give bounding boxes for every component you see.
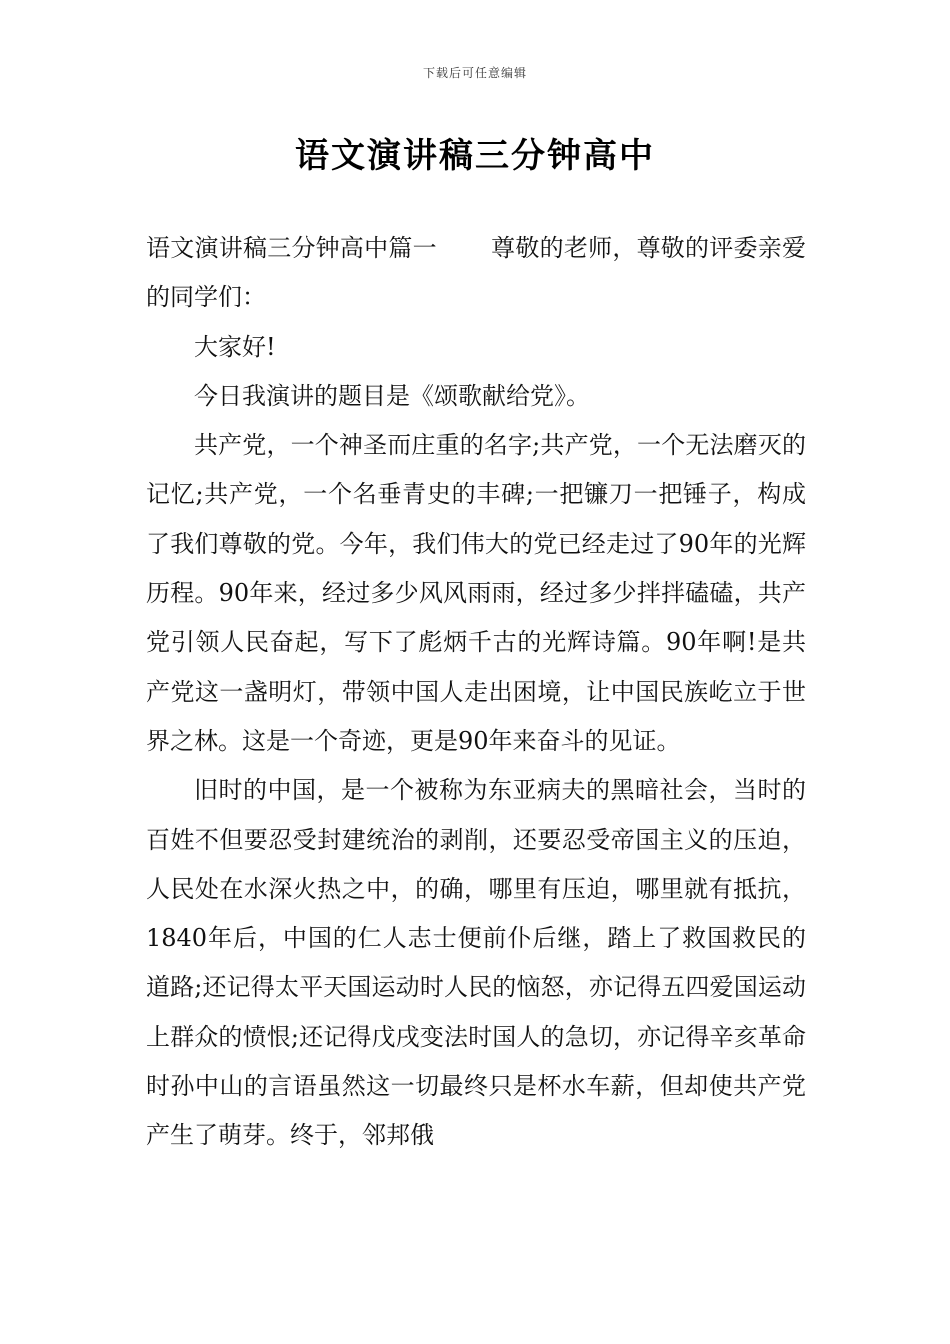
document-title: 语文演讲稿三分钟高中 [295, 136, 655, 176]
paragraph: 共产党，一个神圣而庄重的名字;共产党，一个无法磨灭的记忆;共产党，一个名垂青史的丰碑;一把镰刀一把锤子，构成了我们尊敬的党。今年，我们伟大的党已经走过了90年的光辉历程。90年来，经过多少风风雨雨，经过多少拌拌磕磕，共产党引领人民奋起，写下了彪炳千古的光辉诗篇。90年啊!是共产党这一盏明灯，带领中国人走出困境，让中国民族屹立于世界之林。这是一个奇迹，更是90年来奋斗的见证。 [146, 431, 806, 755]
document-body [146, 224, 806, 1161]
paragraph: 旧时的中国，是一个被称为东亚病夫的黑暗社会，当时的百姓不但要忍受封建统治的剥削，还要忍受帝国主义的压迫，人民处在水深火热之中，的确，哪里有压迫，哪里就有抵抗，1840年后，中国的仁人志士便前仆后继，踏上了救国救民的道路;还记得太平天国运动时人民的恼怒，亦记得五四爱国运动上群众的愤恨;还记得戊戌变法时国人的急切，亦记得辛亥革命时孙中山的言语虽然这一切最终只是杯水车薪，但却使共产党产生了萌芽。终于，邻邦俄 [146, 776, 806, 1150]
section-heading-line [146, 224, 806, 323]
section-heading: 语文演讲稿三分钟高中篇一 [146, 234, 437, 262]
paragraph: 今日我演讲的题目是《颂歌献给党》。 [194, 381, 590, 410]
paragraph: 大家好! [194, 332, 276, 361]
opening-salutation: 尊敬的老师，尊敬的评委亲爱的同学们： [146, 234, 807, 312]
header-note: 下载后可任意编辑 [422, 66, 527, 80]
